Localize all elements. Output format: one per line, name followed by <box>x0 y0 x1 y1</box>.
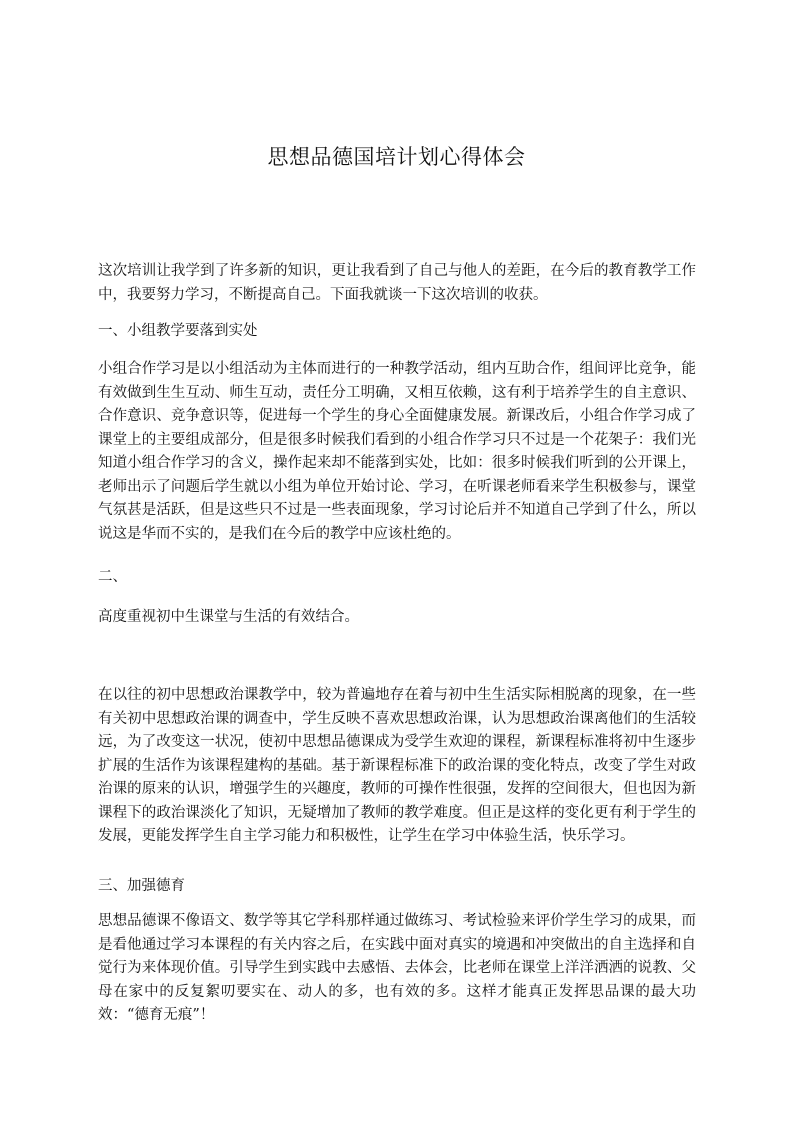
document-title: 思想品德国培计划心得体会 <box>267 145 526 169</box>
section-two-heading: 二、 <box>98 569 127 585</box>
section-three-paragraph: 思想品德课不像语文、数学等其它学科那样通过做练习、考试检验来评价学生学习的成果，而是看他通过学习本课程的有关内容之后，在实践中面对真实的境遇和冲突做出的自主选择和自觉行为来体现价值。引导学生到实践中去感悟、去体会，比老师在课堂上洋洋洒洒的说教、父母在家中的反复絮叨要实在、动人的多，也有效的多。这样才能真正发挥思品课的最大功效：“德育无痕”！ <box>98 913 696 1023</box>
section-two-subheading: 高度重视初中生课堂与生活的有效结合。 <box>98 609 359 625</box>
section-one-heading: 一、小组教学要落到实处 <box>98 323 258 339</box>
intro-paragraph: 这次培训让我学到了许多新的知识，更让我看到了自己与他人的差距，在今后的教育教学工作中，我要努力学习，不断提高自己。下面我就谈一下这次培训的收获。 <box>98 263 696 303</box>
section-one-paragraph: 小组合作学习是以小组活动为主体而进行的一种教学活动，组内互助合作，组间评比竞争，能有效做到生生互动、师生互动，责任分工明确，又相互依赖，这有利于培养学生的自主意识、合作意识、竞争意识等，促进每一个学生的身心全面健康发展。新课改后，小组合作学习成了课堂上的主要组成部分，但是很多时候我们看到的小组合作学习只不过是一个花架子：我们光知道小组合作学习的含义，操作起来却不能落到实处，比如：很多时候我们听到的公开课上，老师出示了问题后学生就以小组为单位开始讨论、学习，在听课老师看来学生积极参与，课堂气氛甚是活跃，但是这些只不过是一些表面现象，学习讨论后并不知道自己学到了什么，所以说这是华而不实的，是我们在今后的教学中应该杜绝的。 <box>98 361 696 542</box>
section-two-paragraph: 在以往的初中思想政治课教学中，较为普遍地存在着与初中生生活实际相脱离的现象，在一些有关初中思想政治课的调查中，学生反映不喜欢思想政治课，认为思想政治课离他们的生活较远，为了改变这一状况，使初中思想品德课成为受学生欢迎的课程，新课程标准将初中生逐步扩展的生活作为该课程建构的基础。基于新课程标准下的政治课的变化特点，改变了学生对政治课的原来的认识，增强学生的兴趣度，教师的可操作性很强，发挥的空间很大，但也因为新课程下的政治课淡化了知识，无疑增加了教师的教学难度。但正是这样的变化更有利于学生的发展，更能发挥学生自主学习能力和积极性，让学生在学习中体验生活，快乐学习。 <box>98 687 696 844</box>
section-three-heading: 三、加强德育 <box>98 878 185 894</box>
